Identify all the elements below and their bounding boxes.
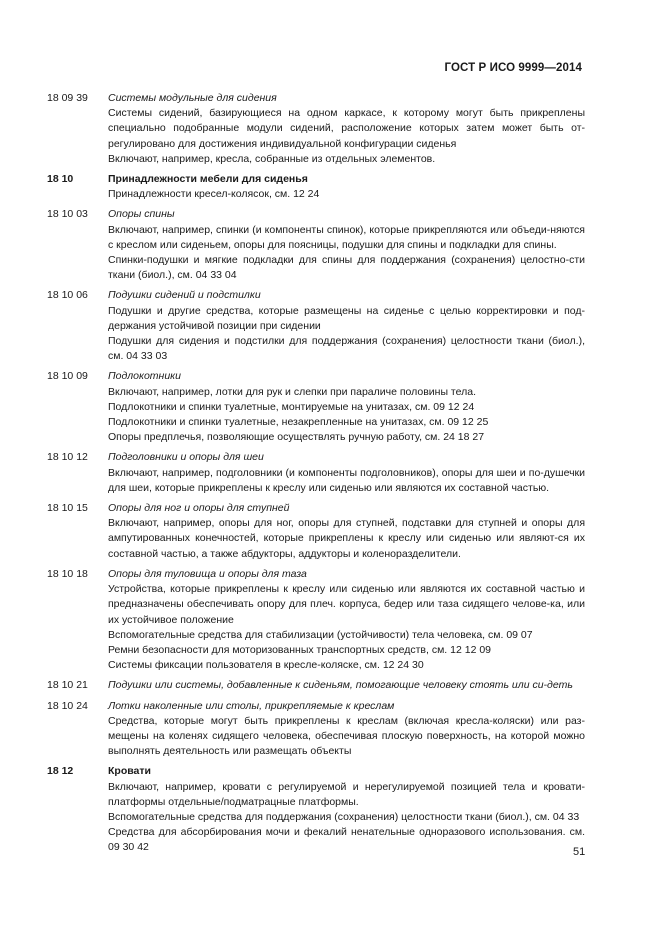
entry-paragraph: Вспомогательные средства для стабилизации (устойчивости) тела человека, см. 09 07 xyxy=(108,628,533,641)
document-header: ГОСТ Р ИСО 9999—2014 xyxy=(444,62,582,74)
entry-title: Подушки или системы, добавленные к сиденьям, помогающие человеку стоять или си-деть xyxy=(108,679,573,692)
entry-paragraph: Устройства, которые прикреплены к креслу или сиденью или являются их составной частью и предназначены обеспечивать опору для плеч. корпуса, бедер или таза сидящего челове-ка, или их устойчивое положение xyxy=(108,583,585,626)
entry-body xyxy=(108,288,585,364)
entry-title: Опоры для ног и опоры для ступней xyxy=(108,502,290,515)
entry-paragraph: Системы фиксации пользователя в кресле-коляске, см. 12 24 30 xyxy=(108,659,424,672)
entry-title: Опоры спины xyxy=(108,208,175,221)
entry-code: 18 10 21 xyxy=(47,679,88,692)
classification-entry xyxy=(47,288,585,364)
entry-code: 18 12 xyxy=(47,765,74,778)
entry-body xyxy=(108,369,585,445)
classification-entry xyxy=(47,567,585,673)
entry-paragraph: Средства для абсорбирования мочи и фекалий ненательные одноразового использования. см. 09 30 42 xyxy=(108,826,585,854)
entry-code: 18 10 09 xyxy=(47,370,88,383)
entry-paragraph: Подушки и другие средства, которые размещены на сиденье с целью корректировки и под-держания устойчивой позиции при сидении xyxy=(108,304,585,332)
entry-body xyxy=(108,172,585,202)
entry-code: 18 09 39 xyxy=(47,92,88,104)
page-number: 51 xyxy=(573,846,586,858)
entry-body xyxy=(108,450,585,496)
classification-list xyxy=(47,91,585,861)
classification-entry xyxy=(47,764,585,855)
entry-body xyxy=(108,207,585,283)
entry-code: 18 10 18 xyxy=(47,567,88,580)
entry-paragraph: Подлокотники и спинки туалетные, незакрепленные на унитазах, см. 09 12 25 xyxy=(108,416,489,429)
entry-paragraph: Включают, например, кровати с регулируемой и нерегулируемой позицией тела и кровати-платформы отдельные/подматрацные платформы. xyxy=(108,780,585,808)
entry-paragraph: Средства, которые могут быть прикреплены к креслам (включая кресла-коляски) или раз-мещены на коленях сидящего человека, обеспечивая плоскую поверхность, на которой можно выполнять деятельность или размещать объекты xyxy=(108,714,585,758)
classification-entry xyxy=(47,678,585,693)
entry-code: 18 10 06 xyxy=(47,289,88,302)
entry-title: Кровати xyxy=(108,765,151,778)
entry-body xyxy=(108,678,585,693)
classification-entry xyxy=(47,699,585,760)
entry-paragraph: Включают, например, лотки для рук и слепки при параличе половины тела. xyxy=(108,385,477,398)
entry-paragraph: Ремни безопасности для моторизованных транспортных средств, см. 12 12 09 xyxy=(108,643,492,656)
entry-title: Принадлежности мебели для сиденья xyxy=(108,173,308,186)
entry-paragraph: Системы сидений, базирующиеся на одном каркасе, к которому могут быть прикреплены специально подобранные модули сидений, расположение которых затем может быть от-регулировано для достижения индивидуальной конфигурации сиденья xyxy=(108,107,585,150)
classification-entry xyxy=(47,91,585,167)
entry-body xyxy=(108,699,585,760)
entry-code: 18 10 12 xyxy=(47,451,88,464)
entry-title: Опоры для туловища и опоры для таза xyxy=(108,567,307,580)
entry-paragraph: Подлокотники и спинки туалетные, монтируемые на унитазах, см. 09 12 24 xyxy=(108,400,475,413)
classification-entry xyxy=(47,501,585,562)
entry-paragraph: Опоры предплечья, позволяющие осуществлять ручную работу, см. 24 18 27 xyxy=(108,431,485,444)
entry-paragraph: Включают, например, кресла, собранные из отдельных элементов. xyxy=(108,152,436,165)
entry-paragraph: Спинки-подушки и мягкие подкладки для спины для поддержания (сохранения) целостно-сти ткани (биол.), см. 04 33 04 xyxy=(108,254,585,282)
entry-code: 18 10 03 xyxy=(47,208,88,221)
entry-paragraph: Включают, например, подголовники (и компоненты подголовников), опоры для шеи и по-душечки для шеи, которые прикреплены к креслу или сиденью или являются их составной частью. xyxy=(108,466,585,494)
entry-title: Подушки сидений и подстилки xyxy=(108,289,261,302)
classification-entry xyxy=(47,207,585,283)
classification-entry xyxy=(47,172,585,202)
classification-entry xyxy=(47,369,585,445)
entry-title: Системы модульные для сидения xyxy=(108,92,277,104)
entry-code: 18 10 15 xyxy=(47,502,88,515)
entry-paragraph: Включают, например, спинки (и компоненты спинок), которые прикрепляются или объеди-няются с креслом или сиденьем, опоры для поясницы, подушки для спины и подкладки для спины. xyxy=(108,223,585,251)
entry-paragraph: Принадлежности кресел-колясок, см. 12 24 xyxy=(108,188,320,201)
entry-title: Подголовники и опоры для шеи xyxy=(108,451,264,464)
entry-paragraph: Включают, например, опоры для ног, опоры для ступней, подставки для ступней и опоры для ампутированных конечностей, которые прикреплены к креслу или сиденью или являют-ся их составной частью, а также абдукторы, аддукторы и коленоразделители. xyxy=(108,517,585,560)
entry-code: 18 10 xyxy=(47,173,74,186)
entry-code: 18 10 24 xyxy=(47,699,88,712)
entry-body xyxy=(108,567,585,673)
classification-entry xyxy=(47,450,585,496)
entry-title: Подлокотники xyxy=(108,370,181,383)
entry-title: Лотки наколенные или столы, прикрепляемые к креслам xyxy=(108,699,395,712)
entry-paragraph: Подушки для сидения и подстилки для поддержания (сохранения) целостности ткани (биол.), см. 04 33 03 xyxy=(108,335,585,363)
entry-body xyxy=(108,764,585,855)
entry-body xyxy=(108,91,585,167)
entry-paragraph: Вспомогательные средства для поддержания (сохранения) целостности ткани (биол.), см. 04 33 xyxy=(108,810,580,823)
entry-body xyxy=(108,501,585,562)
